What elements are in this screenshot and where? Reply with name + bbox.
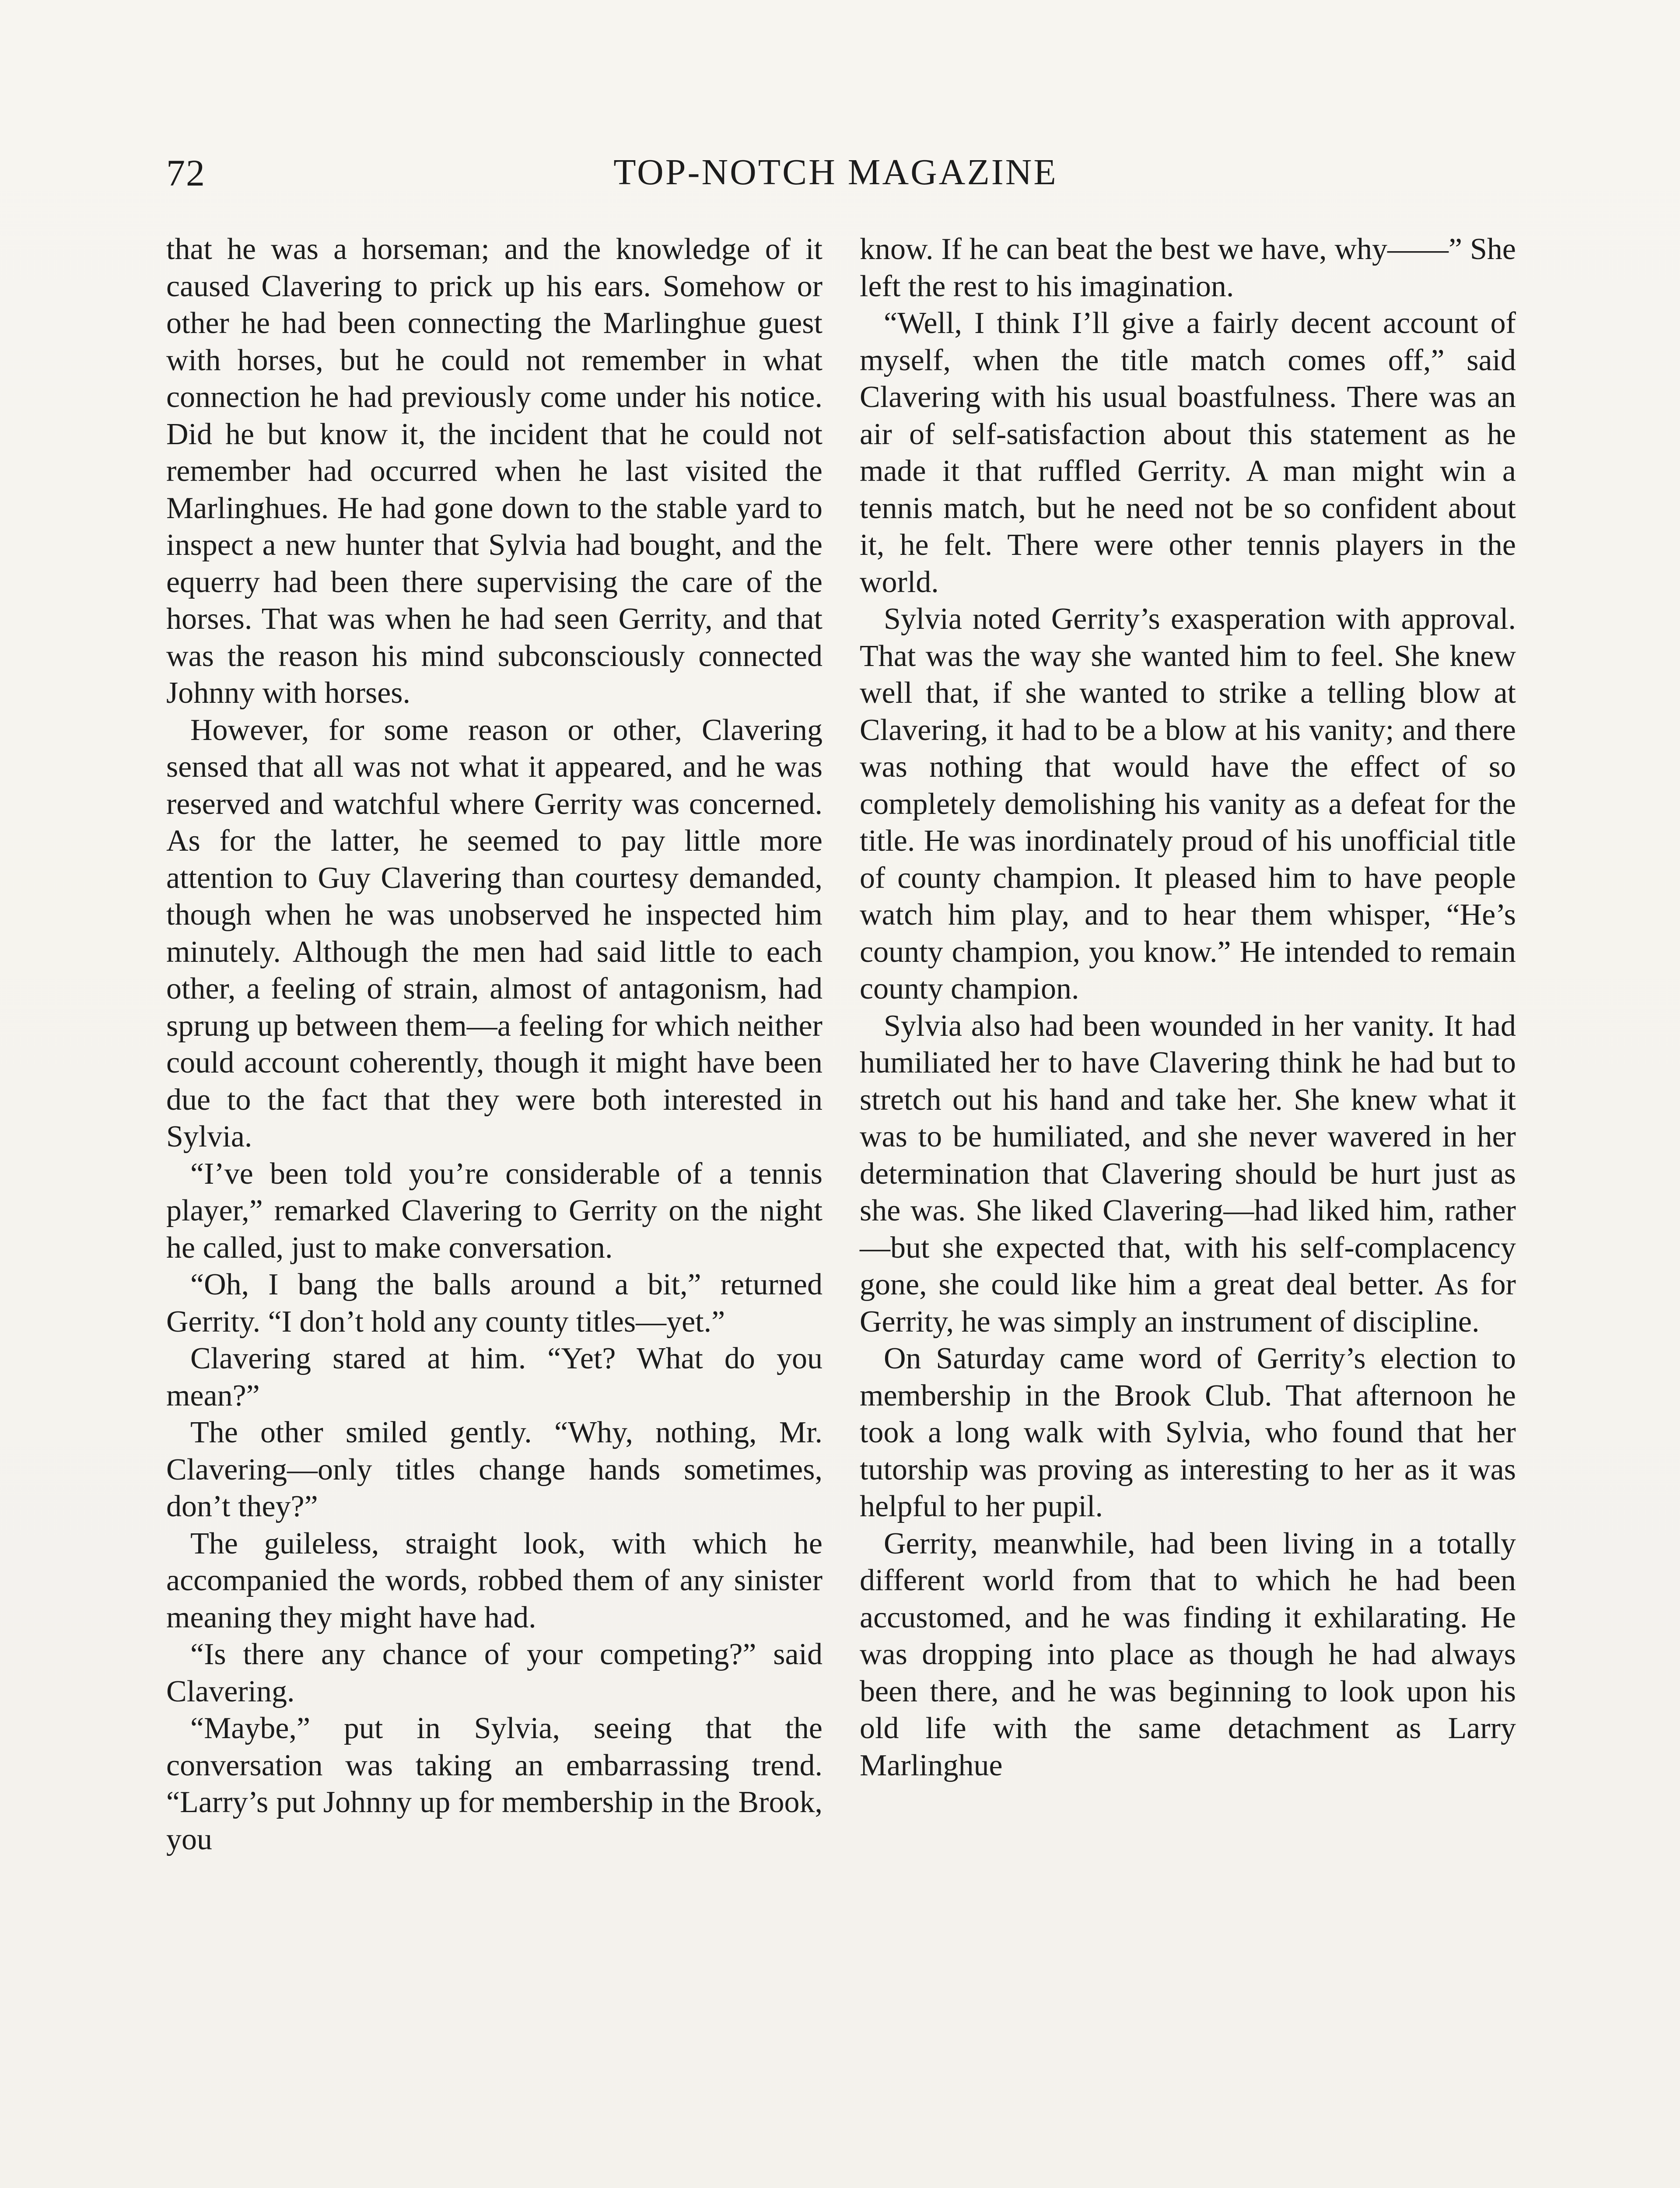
page-header [166,151,1505,199]
paragraph: “Is there any chance of your competing?” said Clavering. [166,1637,822,1708]
right-column [860,231,1516,1784]
page-number: 72 [166,152,206,194]
paragraph: On Saturday came word of Gerrity’s election to membership in the Brook Club. That afternoon he took a long walk with Sylvia, who found that her tutorship was proving as interesting to her as it was helpful to her pupil. [860,1342,1516,1523]
paragraph: “Well, I think I’ll give a fairly decent account of myself, when the title match comes off,” said Clavering with his usual boastfulness. There was an air of self-satisfaction about this statement as he made it that ruffled Gerrity. A man might win a tennis match, but he need not be so confident about it, he felt. There were other tennis players in the world. [860,306,1516,599]
paragraph: The other smiled gently. “Why, nothing, Mr. Clavering—only titles change hands sometimes, don’t they?” [166,1416,822,1523]
paragraph: “Oh, I bang the balls around a bit,” returned Gerrity. “I don’t hold any county titles—yet.” [166,1268,822,1339]
paragraph: “I’ve been told you’re considerable of a tennis player,” remarked Clavering to Gerrity on the night he called, just to make conversation. [166,1157,822,1265]
paragraph: know. If he can beat the best we have, why——” She left the rest to his imagination. [860,232,1516,303]
left-column [166,231,822,1858]
paragraph: However, for some reason or other, Clavering sensed that all was not what it appeared, and he was reserved and watchful where Gerrity was concerned. As for the latter, he seemed to pay little more attention to Guy Clavering than courtesy demanded, though when he was unobserved he inspected him minutely. Although the men had said little to each other, a feeling of strain, almost of antagonism, had sprung up between them—a feeling for which neither could account coherently, though it might have been due to the fact that they were both interested in Sylvia. [166,713,822,1154]
paragraph: Gerrity, meanwhile, had been living in a totally different world from that to which he had been accustomed, and he was finding it exhilarating. He was dropping into place as though he had always been there, and he was beginning to look upon his old life with the same detachment as Larry Marlinghue [860,1526,1516,1782]
paragraph: Sylvia noted Gerrity’s exasperation with approval. That was the way she wanted him to feel. She knew well that, if she wanted to strike a telling blow at Clavering, it had to be a blow at his vanity; and there was nothing that would have the effect of so completely demolishing his vanity as a defeat for the title. He was inordinately proud of his unofficial title of county champion. It pleased him to have people watch him play, and to hear them whisper, “He’s county champion, you know.” He intended to remain county champion. [860,602,1516,1006]
running-head: TOP-NOTCH MAGAZINE [613,152,1058,193]
paragraph: The guileless, straight look, with which he accompanied the words, robbed them of any sinister meaning they might have had. [166,1526,822,1634]
paragraph: “Maybe,” put in Sylvia, seeing that the conversation was taking an embarrassing trend. “Larry’s put Johnny up for membership in the Brook, you [166,1711,822,1856]
paragraph: that he was a horseman; and the knowledge of it caused Clavering to prick up his ears. Somehow or other he had been connecting the Marlinghue guest with horses, but he could not remember in what connection he had previously come under his notice. Did he but know it, the incident that he could not remember had occurred when he last visited the Marlinghues. He had gone down to the stable yard to inspect a new hunter that Sylvia had bought, and the equerry had been there supervising the care of the horses. That was when he had seen Gerrity, and that was the reason his mind subconsciously connected Johnny with horses. [166,232,822,710]
paragraph: Clavering stared at him. “Yet? What do you mean?” [166,1342,822,1413]
paragraph: Sylvia also had been wounded in her vanity. It had humiliated her to have Clavering think he had but to stretch out his hand and take her. She knew what it was to be humiliated, and she never wavered in her determination that Clavering should be hurt just as she was. She liked Clavering—had liked him, rather—but she expected that, with his self-complacency gone, she could like him a great deal better. As for Gerrity, he was simply an instrument of discipline. [860,1009,1516,1339]
